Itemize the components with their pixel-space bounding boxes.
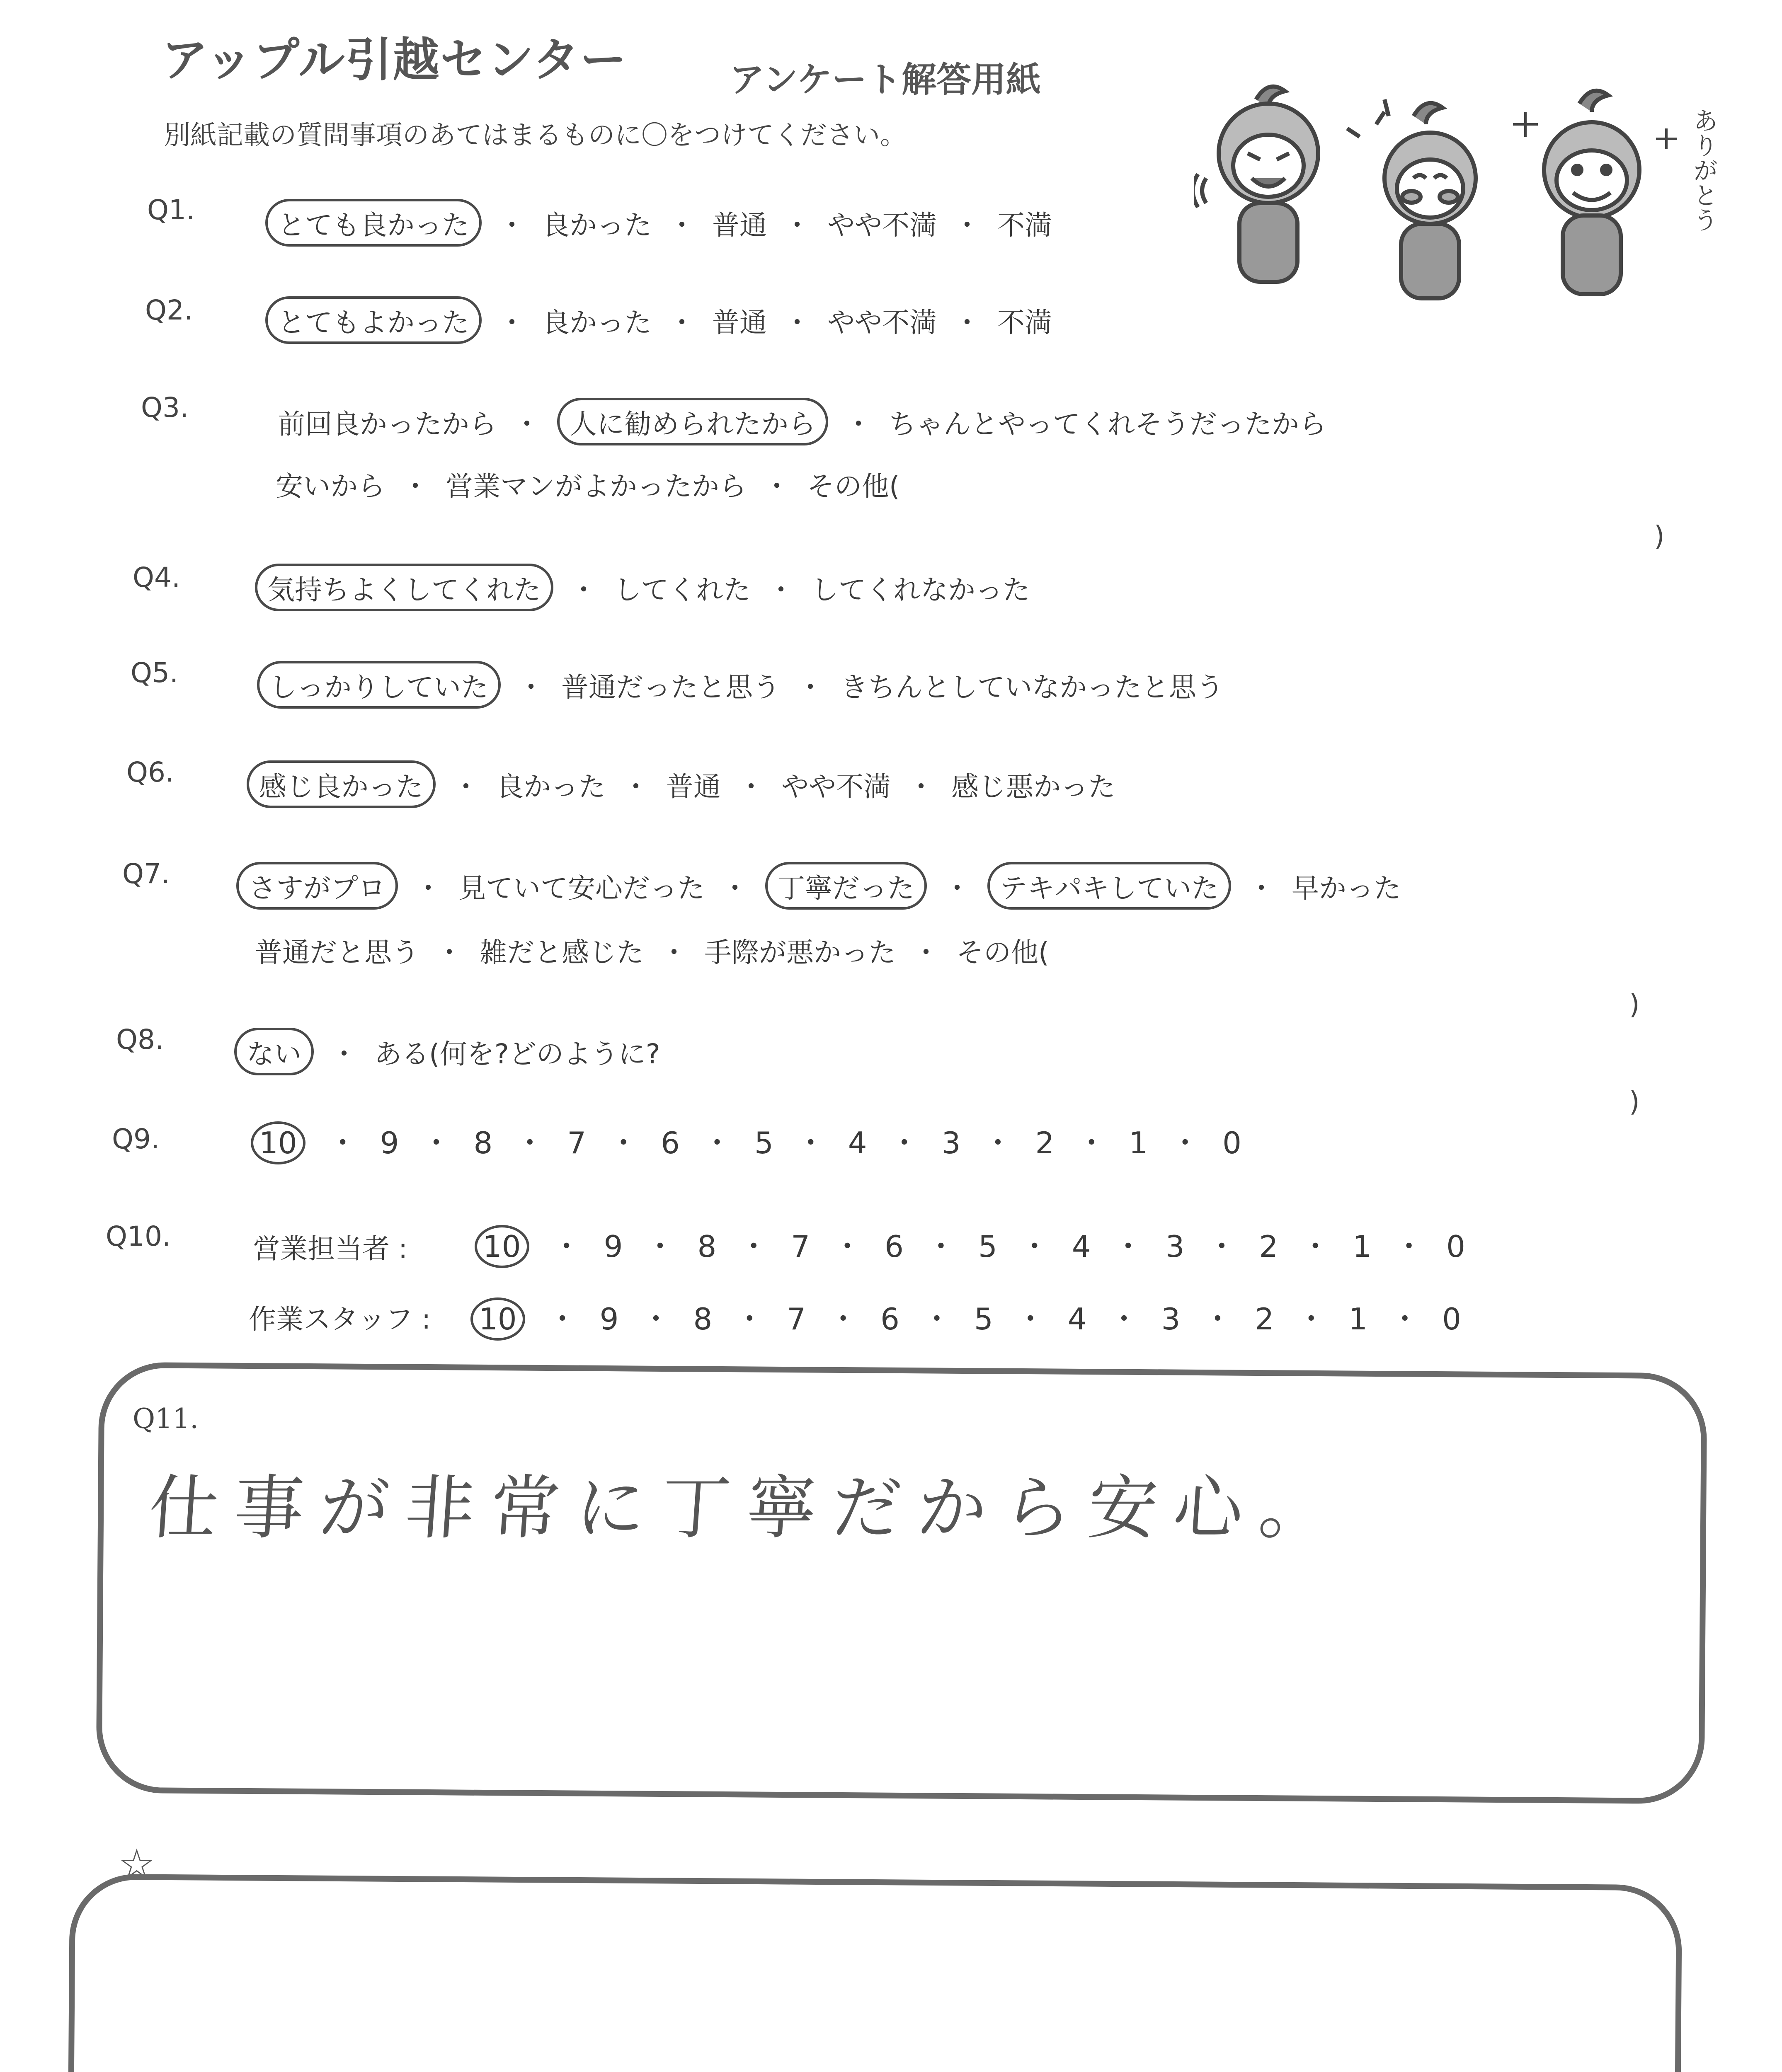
q6-options: 感じ良かった ・ 良かった ・ 普通 ・ やや不満 ・ 感じ悪かった <box>247 760 1115 808</box>
q7-option-1[interactable]: 見ていて安心だった <box>458 872 705 904</box>
q7-options-line1: さすがプロ ・ 見ていて安心だった ・ 丁寧だった ・ テキパキしていた ・ 早かった <box>236 862 1401 910</box>
form-subtitle: アンケート解答用紙 <box>730 59 1041 100</box>
q9-value-9[interactable]: 9 <box>380 1126 399 1160</box>
q1-option-3[interactable]: やや不満 <box>827 209 937 241</box>
q2-option-1[interactable]: 良かった <box>542 307 652 339</box>
q2-option-2[interactable]: 普通 <box>712 307 767 339</box>
q10-label: Q10. <box>106 1220 171 1252</box>
q1-option-0[interactable]: とても良かった <box>265 199 482 247</box>
q10-sales-value-3[interactable]: 3 <box>1165 1229 1185 1264</box>
q2-options: とてもよかった ・ 良かった ・ 普通 ・ やや不満 ・ 不満 <box>265 296 1052 344</box>
q10-staff-value-2[interactable]: 2 <box>1255 1302 1274 1336</box>
q4-option-1[interactable]: してくれた <box>614 574 751 606</box>
q4-option-0[interactable]: 気持ちよくしてくれた <box>255 564 553 611</box>
company-title: アップル引越センター <box>162 33 628 87</box>
q3-option-3[interactable]: 安いから <box>276 470 385 502</box>
q11-label: Q11. <box>133 1403 199 1435</box>
monkey-mascot-left-icon <box>1194 87 1318 282</box>
q7-option-0[interactable]: さすがプロ <box>236 862 398 910</box>
q9-value-7[interactable]: 7 <box>567 1126 587 1160</box>
q8-option-0[interactable]: ない <box>234 1028 314 1075</box>
q1-options: とても良かった ・ 良かった ・ 普通 ・ やや不満 ・ 不満 <box>265 199 1052 247</box>
q10-staff-value-3[interactable]: 3 <box>1161 1302 1181 1336</box>
q10-sales-value-4[interactable]: 4 <box>1072 1229 1091 1264</box>
q10-staff-label: 作業スタッフ : <box>249 1303 431 1335</box>
q10-sales-value-2[interactable]: 2 <box>1259 1229 1278 1264</box>
q10-staff-value-6[interactable]: 6 <box>880 1302 899 1336</box>
q10-staff-value-9[interactable]: 9 <box>599 1302 619 1336</box>
q10-staff-value-4[interactable]: 4 <box>1067 1302 1087 1336</box>
q9-value-6[interactable]: 6 <box>661 1126 680 1160</box>
q10-staff-scale: 10 ・ 9 ・ 8 ・ 7 ・ 6 ・ 5 ・ 4 ・ 3 ・ 2 ・ 1 ・ 0 <box>470 1295 1461 1341</box>
star-icon: ☆ <box>118 1840 155 1888</box>
q3-label: Q3. <box>141 392 189 424</box>
q8-close-paren: ) <box>1629 1086 1640 1118</box>
q10-staff-value-8[interactable]: 8 <box>693 1302 713 1336</box>
q10-sales-value-5[interactable]: 5 <box>978 1229 997 1264</box>
monkey-mascot-middle-icon <box>1347 99 1476 298</box>
q1-option-4[interactable]: 不満 <box>997 209 1052 241</box>
q4-options: 気持ちよくしてくれた ・ してくれた ・ してくれなかった <box>255 564 1030 611</box>
q9-value-10[interactable]: 10 <box>251 1121 305 1164</box>
q2-label: Q2. <box>145 294 193 326</box>
monkey-mascot-right-icon <box>1513 91 1677 294</box>
q6-option-0[interactable]: 感じ良かった <box>247 760 436 808</box>
q10-sales-value-7[interactable]: 7 <box>791 1229 810 1264</box>
thanks-text: ありがとう <box>1689 108 1718 232</box>
q10-sales-value-1[interactable]: 1 <box>1353 1229 1372 1264</box>
q3-option-1[interactable]: 人に勧められたから <box>557 398 828 445</box>
q9-value-2[interactable]: 2 <box>1035 1126 1055 1160</box>
q1-option-1[interactable]: 良かった <box>542 209 652 241</box>
q9-scale: 10 ・ 9 ・ 8 ・ 7 ・ 6 ・ 5 ・ 4 ・ 3 ・ 2 ・ 1 ・ 0 <box>251 1119 1241 1164</box>
q2-option-0[interactable]: とてもよかった <box>265 296 482 344</box>
q10-sales-label: 営業担当者 : <box>253 1233 408 1265</box>
q5-option-0[interactable]: しっかりしていた <box>257 661 501 709</box>
q6-option-3[interactable]: やや不満 <box>781 771 891 803</box>
q9-value-4[interactable]: 4 <box>848 1126 867 1160</box>
q10-sales-value-10[interactable]: 10 <box>475 1225 529 1268</box>
q3-option-2[interactable]: ちゃんとやってくれそうだったから <box>889 408 1326 440</box>
q3-option-4[interactable]: 営業マンがよかったから <box>446 470 747 502</box>
q11-answer-text: 仕事が非常に丁寧だから安心。 <box>146 1467 1347 1549</box>
q2-option-4[interactable]: 不満 <box>997 307 1052 339</box>
q10-staff-value-1[interactable]: 1 <box>1348 1302 1368 1336</box>
q10-staff-value-5[interactable]: 5 <box>974 1302 993 1336</box>
q10-sales-value-6[interactable]: 6 <box>885 1229 904 1264</box>
q7-option-3[interactable]: テキパキしていた <box>987 862 1231 910</box>
q9-label: Q9. <box>112 1123 160 1155</box>
q8-label: Q8. <box>116 1024 164 1055</box>
instructions-text: 別紙記載の質問事項のあてはまるものに〇をつけてください。 <box>164 120 907 151</box>
q5-option-1[interactable]: 普通だったと思う <box>561 671 780 703</box>
q9-value-5[interactable]: 5 <box>754 1126 773 1160</box>
q3-options-line1: 前回良かったから ・ 人に勧められたから ・ ちゃんとやってくれそうだったから <box>278 398 1326 445</box>
q4-label: Q4. <box>133 562 180 593</box>
q10-sales-value-8[interactable]: 8 <box>697 1229 717 1264</box>
q6-label: Q6. <box>126 756 174 788</box>
q2-option-3[interactable]: やや不満 <box>827 307 937 339</box>
q9-value-3[interactable]: 3 <box>941 1126 961 1160</box>
q7-option-5[interactable]: 普通だと思う <box>255 937 419 968</box>
q9-value-1[interactable]: 1 <box>1129 1126 1148 1160</box>
q10-staff-value-7[interactable]: 7 <box>787 1302 806 1336</box>
q8-option-1[interactable]: ある(何を?どのように? <box>374 1038 660 1070</box>
q5-label: Q5. <box>131 657 178 689</box>
q6-option-2[interactable]: 普通 <box>666 771 721 803</box>
q3-options-line2: 安いから ・ 営業マンがよかったから ・ その他( <box>276 464 900 503</box>
monkey-mascots-illustration <box>1194 75 1733 315</box>
q5-option-2[interactable]: きちんとしていなかったと思う <box>841 671 1224 703</box>
q9-value-0[interactable]: 0 <box>1222 1126 1241 1160</box>
q7-option-8[interactable]: その他( <box>956 937 1049 968</box>
q4-option-2[interactable]: してくれなかった <box>811 574 1030 606</box>
q6-option-1[interactable]: 良かった <box>496 771 606 803</box>
q7-option-2[interactable]: 丁寧だった <box>765 862 927 910</box>
q8-options: ない ・ ある(何を?どのように? <box>234 1028 660 1075</box>
q7-option-4[interactable]: 早かった <box>1292 872 1401 904</box>
q3-close-paren: ) <box>1654 520 1665 552</box>
q10-staff-value-10[interactable]: 10 <box>470 1297 525 1341</box>
q10-sales-value-9[interactable]: 9 <box>604 1229 623 1264</box>
q5-options: しっかりしていた ・ 普通だったと思う ・ きちんとしていなかったと思う <box>257 661 1224 709</box>
q7-label: Q7. <box>122 858 170 890</box>
q10-sales-value-0[interactable]: 0 <box>1446 1229 1465 1264</box>
q3-option-0[interactable]: 前回良かったから <box>278 408 497 440</box>
q7-close-paren: ) <box>1629 988 1640 1020</box>
q1-label: Q1. <box>147 194 195 226</box>
star-comment-box[interactable] <box>67 1874 1682 2072</box>
q7-options-line2: 普通だと思う ・ 雑だと感じた ・ 手際が悪かった ・ その他( <box>255 930 1049 970</box>
q9-value-8[interactable]: 8 <box>473 1126 493 1160</box>
q7-option-6[interactable]: 雑だと感じた <box>480 937 644 968</box>
q1-option-2[interactable]: 普通 <box>712 209 767 241</box>
q10-sales-scale: 10 ・ 9 ・ 8 ・ 7 ・ 6 ・ 5 ・ 4 ・ 3 ・ 2 ・ 1 ・ 0 <box>475 1222 1465 1268</box>
q10-staff-value-0[interactable]: 0 <box>1442 1302 1461 1336</box>
q3-option-5[interactable]: その他( <box>807 470 900 502</box>
q7-option-7[interactable]: 手際が悪かった <box>704 937 896 968</box>
q6-option-4[interactable]: 感じ悪かった <box>951 771 1115 803</box>
q11-comment-box[interactable] <box>96 1362 1707 1804</box>
